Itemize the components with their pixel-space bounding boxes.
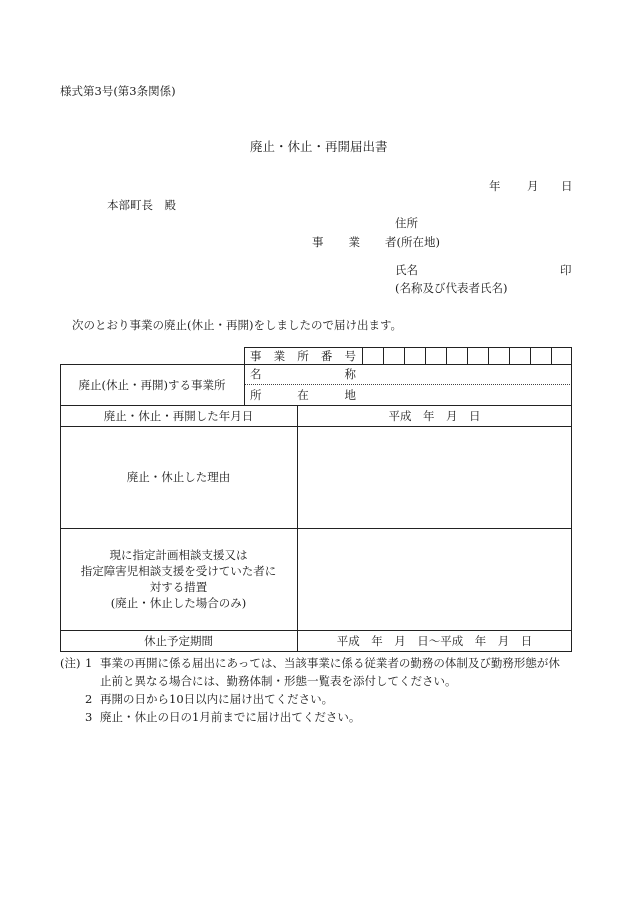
office-number-char: 号 <box>344 349 356 363</box>
digit-box[interactable] <box>383 347 404 364</box>
digit-box[interactable] <box>551 347 572 364</box>
digit-box[interactable] <box>362 347 383 364</box>
note-number: 3 <box>85 710 93 724</box>
business-label-char: 業 <box>348 235 360 249</box>
date-month: 月 <box>527 179 539 193</box>
office-number-char: 業 <box>273 349 286 363</box>
form-number: 様式第3号(第3条関係) <box>60 84 176 98</box>
office-name-label <box>250 367 356 381</box>
office-number-label <box>250 349 356 363</box>
office-number-char: 事 <box>250 349 262 363</box>
measures-label: 現に指定計画相談支援又は 指定障害児相談支援を受けていた者に 対する措置 (廃止・休止した場合のみ) <box>80 548 277 610</box>
business-label <box>312 235 440 249</box>
date-row-value[interactable]: 平成 年 月 日 <box>388 409 481 423</box>
reason-field[interactable] <box>298 427 571 528</box>
digit-box[interactable] <box>467 347 488 364</box>
office-location-char: 所 <box>250 388 262 402</box>
office-label: 廃止(休止・再開)する事業所 <box>78 378 226 392</box>
office-location-char: 在 <box>297 388 309 402</box>
name-label: 氏名 <box>395 263 418 277</box>
office-number-char: 所 <box>297 349 309 363</box>
name-sub-label: (名称及び代表者氏名) <box>395 281 508 295</box>
digit-box[interactable] <box>488 347 509 364</box>
note-text: 再開の日から10日以内に届け出てください。 <box>100 692 334 706</box>
office-location-label <box>250 388 356 402</box>
intro-text: 次のとおり事業の廃止(休止・再開)をしましたので届け出ます。 <box>72 318 403 332</box>
business-label-char: 者(所在地) <box>385 235 440 249</box>
period-value[interactable]: 平成 年 月 日～平成 年 月 日 <box>336 634 533 648</box>
digit-box[interactable] <box>509 347 530 364</box>
period-label: 休止予定期間 <box>144 634 213 648</box>
business-label-char: 事 <box>312 235 324 249</box>
notes-prefix: (注) <box>60 656 81 670</box>
note-text: 事業の再開に係る届出にあっては、当該事業に係る従業者の勤務の体制及び勤務形態が休 <box>100 656 560 670</box>
digit-box[interactable] <box>446 347 467 364</box>
digit-box[interactable] <box>425 347 446 364</box>
address-label: 住所 <box>395 216 418 230</box>
office-location-char: 地 <box>344 388 356 402</box>
digit-box[interactable] <box>404 347 425 364</box>
date-row-label: 廃止・休止・再開した年月日 <box>103 409 254 423</box>
office-number-boxes[interactable] <box>362 347 572 364</box>
note-number: 2 <box>85 692 93 706</box>
date-day: 日 <box>561 179 573 193</box>
office-number-char: 番 <box>320 349 333 363</box>
page-title: 廃止・休止・再開届出書 <box>250 139 388 154</box>
reason-label: 廃止・休止した理由 <box>126 470 231 484</box>
note-text: 廃止・休止の日の1月前までに届け出てください。 <box>100 710 361 724</box>
seal-mark: 印 <box>560 263 572 277</box>
office-name-char: 名 <box>250 367 262 381</box>
digit-box[interactable] <box>530 347 551 364</box>
note-number: 1 <box>85 656 93 670</box>
addressee: 本部町長 殿 <box>107 198 176 212</box>
office-name-char: 称 <box>344 367 356 381</box>
measures-field[interactable] <box>298 529 571 630</box>
date-year: 年 <box>489 179 501 193</box>
note-text-continued: 止前と異なる場合には、勤務体制・形態一覧表を添付してください。 <box>100 674 457 688</box>
